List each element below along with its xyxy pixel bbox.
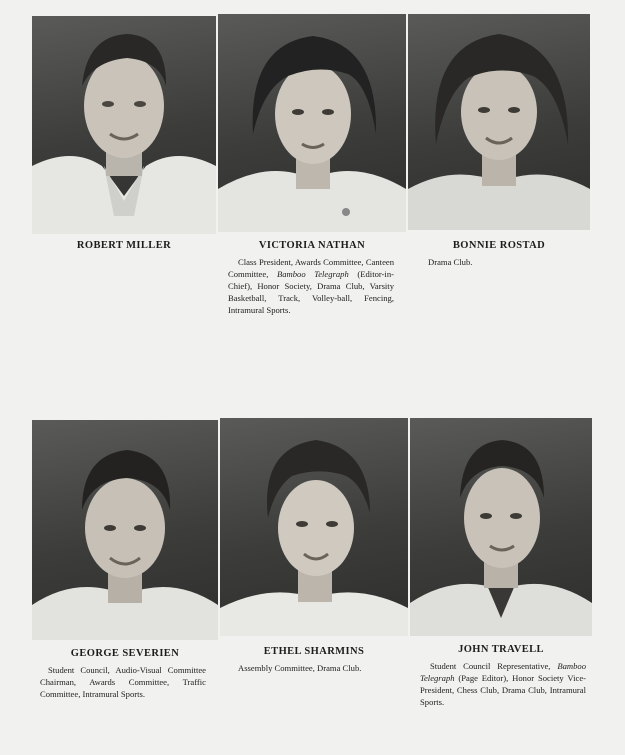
activities-text: (Editor-in-Chief), Honor Society, Drama Club, Varsity Basketball, Track, Volley-ball, Fencing, Intramural Sports. xyxy=(228,269,394,315)
activities-text: (Page Editor), Honor Society Vice-President, Chess Club, Drama Club, Intramural Sports. xyxy=(420,673,586,707)
publication-title: Bamboo Telegraph xyxy=(420,661,586,683)
portrait-graphic xyxy=(32,420,218,640)
activities-text: Student Council, Audio-Visual Committee Chairman, Awards Committee, Traffic Committee, Intramural Sports. xyxy=(40,665,206,699)
portrait-graphic xyxy=(410,418,592,636)
portrait-graphic xyxy=(408,14,590,230)
student-activities xyxy=(420,660,586,708)
activities-text: Class President, Awards Committee, Canteen Committee, xyxy=(228,257,394,279)
activities-text: Drama Club. xyxy=(428,257,473,267)
student-name: GEORGE SEVERIEN xyxy=(70,648,180,659)
photo-george-severien xyxy=(32,420,218,640)
student-name: BONNIE ROSTAD xyxy=(452,240,546,251)
student-activities xyxy=(228,256,394,316)
portrait-graphic xyxy=(32,16,216,234)
activities-text: Student Council Representative, xyxy=(430,661,558,671)
portrait-graphic xyxy=(220,418,408,636)
activities-text: Assembly Committee, Drama Club. xyxy=(238,663,362,673)
photo-ethel-sharmins xyxy=(220,418,408,636)
photo-victoria-nathan xyxy=(218,14,406,232)
student-name: ETHEL SHARMINS xyxy=(263,646,365,657)
photo-bonnie-rostad xyxy=(408,14,590,230)
publication-title: Bamboo Telegraph xyxy=(276,269,349,279)
student-activities xyxy=(40,664,206,700)
photo-john-travell xyxy=(410,418,592,636)
student-name: JOHN TRAVELL xyxy=(458,644,544,655)
portrait-graphic xyxy=(218,14,406,232)
student-name: VICTORIA NATHAN xyxy=(258,240,366,251)
student-activities xyxy=(428,256,578,268)
student-name: ROBERT MILLER xyxy=(76,240,172,251)
photo-robert-miller xyxy=(32,16,216,234)
student-activities xyxy=(238,662,404,674)
